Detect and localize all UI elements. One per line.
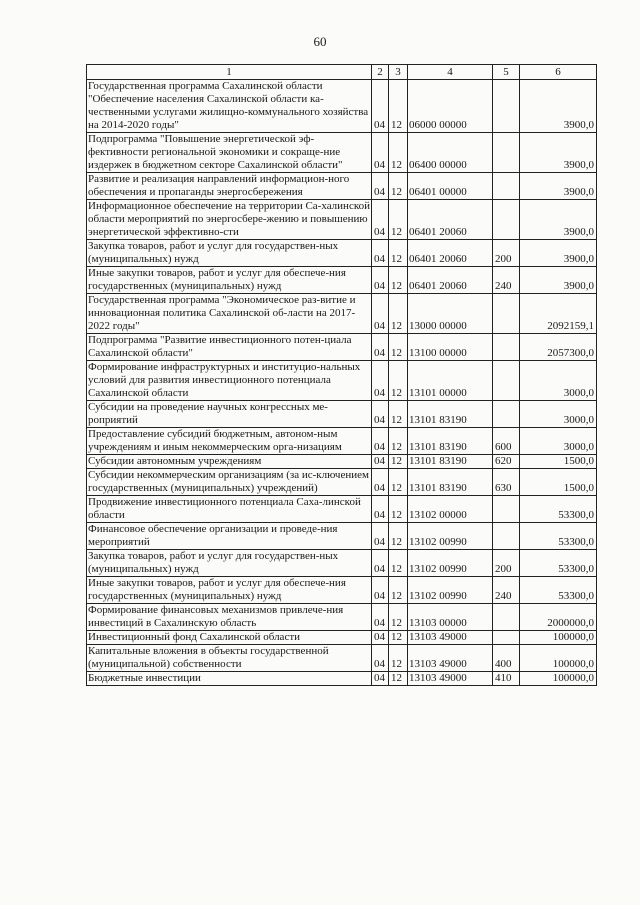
row-section-code: 12 <box>389 645 408 672</box>
row-sum: 3900,0 <box>520 80 597 133</box>
row-ministry-code: 04 <box>372 334 389 361</box>
row-section-code: 12 <box>389 173 408 200</box>
row-ministry-code: 04 <box>372 469 389 496</box>
row-expense-type: 630 <box>493 469 520 496</box>
row-section-code: 12 <box>389 334 408 361</box>
table-row <box>87 645 597 672</box>
row-section-code: 12 <box>389 496 408 523</box>
row-name: Информационное обеспечение на территории Са-халинской области мероприятий по энергосбере-жению и повышению энергетической эффективно-сти <box>88 200 370 238</box>
row-sum: 100000,0 <box>520 645 597 672</box>
row-ministry-code: 04 <box>372 401 389 428</box>
row-target-article: 13101 83190 <box>408 469 493 496</box>
row-name: Закупка товаров, работ и услуг для государствен-ных (муниципальных) нужд <box>87 550 372 577</box>
row-ministry-code: 04 <box>372 80 389 133</box>
row-section-code: 12 <box>389 200 408 240</box>
row-sum: 100000,0 <box>520 672 597 686</box>
row-expense-type <box>493 361 520 401</box>
row-sum: 53300,0 <box>520 577 597 604</box>
row-sum: 1500,0 <box>520 455 597 469</box>
row-ministry-code: 04 <box>372 550 389 577</box>
row-target-article: 13000 00000 <box>408 294 493 334</box>
row-target-article: 13103 49000 <box>408 645 493 672</box>
row-name: Капитальные вложения в объекты государственной (муниципальной) собственности <box>87 645 372 672</box>
row-expense-type <box>493 200 520 240</box>
row-section-code: 12 <box>389 469 408 496</box>
row-ministry-code: 04 <box>372 645 389 672</box>
header-cell-5: 5 <box>493 65 520 80</box>
row-name: Подпрограмма "Повышение энергетической эф-фективности региональной экономики и сокраще-ние издержек в бюджетном секторе Сахалинской области" <box>87 133 372 173</box>
row-sum: 3000,0 <box>520 401 597 428</box>
table-row <box>87 577 597 604</box>
row-section-code: 12 <box>389 672 408 686</box>
row-sum: 53300,0 <box>520 550 597 577</box>
row-target-article: 13101 83190 <box>408 428 493 455</box>
table-row <box>87 294 597 334</box>
row-expense-type <box>493 80 520 133</box>
row-target-article: 06400 00000 <box>408 133 493 173</box>
table-row <box>87 496 597 523</box>
row-name: Государственная программа Сахалинской области "Обеспечение населения Сахалинской области ка-чественными услугами жилищно-коммунального хозяйства на 2014-2020 годы" <box>87 80 372 133</box>
row-name: Предоставление субсидий бюджетным, автоном-ным учреждениям и иным некоммерческим орга-низациям <box>87 428 372 455</box>
page-number: 60 <box>313 34 327 49</box>
row-expense-type: 240 <box>493 577 520 604</box>
row-name: Подпрограмма "Развитие инвестиционного потен-циала Сахалинской области" <box>87 334 372 361</box>
row-expense-type: 410 <box>493 672 520 686</box>
budget-table <box>86 64 597 686</box>
row-section-code: 12 <box>389 523 408 550</box>
row-ministry-code: 04 <box>372 672 389 686</box>
row-ministry-code: 04 <box>372 523 389 550</box>
row-ministry-code: 04 <box>372 428 389 455</box>
row-ministry-code: 04 <box>372 173 389 200</box>
row-section-code: 12 <box>389 550 408 577</box>
row-ministry-code: 04 <box>372 496 389 523</box>
row-target-article: 13101 83190 <box>408 455 493 469</box>
row-expense-type <box>493 496 520 523</box>
table-row <box>87 267 597 294</box>
row-expense-type: 200 <box>493 550 520 577</box>
row-target-article: 06401 20060 <box>408 240 493 267</box>
row-expense-type <box>493 133 520 173</box>
row-section-code: 12 <box>389 133 408 173</box>
row-target-article: 13103 49000 <box>408 631 493 645</box>
table-row <box>87 455 597 469</box>
row-section-code: 12 <box>389 361 408 401</box>
table-body <box>87 80 597 686</box>
row-name: Иные закупки товаров, работ и услуг для обеспече-ния государственных (муниципальных) нужд <box>87 267 372 294</box>
header-cell-3: 3 <box>389 65 408 80</box>
row-name: Развитие и реализация направлений информацион-ного обеспечения и пропаганды энергосбережения <box>87 173 372 200</box>
row-ministry-code: 04 <box>372 240 389 267</box>
table-row <box>87 523 597 550</box>
table-row <box>87 469 597 496</box>
row-section-code: 12 <box>389 631 408 645</box>
table-header <box>87 65 597 80</box>
table-row <box>87 133 597 173</box>
row-sum: 100000,0 <box>520 631 597 645</box>
row-section-code: 12 <box>389 604 408 631</box>
table-row <box>87 334 597 361</box>
row-sum: 1500,0 <box>520 469 597 496</box>
row-expense-type <box>493 523 520 550</box>
row-name: Финансовое обеспечение организации и проведе-ния мероприятий <box>87 523 372 550</box>
row-expense-type <box>493 294 520 334</box>
row-section-code: 12 <box>389 80 408 133</box>
header-cell-2: 2 <box>372 65 389 80</box>
header-row <box>87 65 597 80</box>
row-section-code: 12 <box>389 294 408 334</box>
row-sum: 53300,0 <box>520 523 597 550</box>
row-section-code: 12 <box>389 401 408 428</box>
table-row <box>87 173 597 200</box>
table-row <box>87 631 597 645</box>
row-expense-type: 400 <box>493 645 520 672</box>
row-section-code: 12 <box>389 267 408 294</box>
row-expense-type <box>493 604 520 631</box>
row-name: Субсидии на проведение научных конгрессных ме-роприятий <box>87 401 372 428</box>
row-target-article: 13101 00000 <box>408 361 493 401</box>
row-sum: 2000000,0 <box>520 604 597 631</box>
row-sum: 3900,0 <box>520 200 597 240</box>
row-expense-type: 240 <box>493 267 520 294</box>
row-sum: 3000,0 <box>520 428 597 455</box>
row-expense-type <box>493 334 520 361</box>
row-name: Субсидии некоммерческим организациям (за ис-ключением государственных (муниципальных) учреждений) <box>87 469 372 496</box>
row-name: Формирование финансовых механизмов привлече-ния инвестиций в Сахалинскую область <box>87 604 372 631</box>
table-row <box>87 401 597 428</box>
row-sum: 3900,0 <box>520 173 597 200</box>
row-section-code: 12 <box>389 455 408 469</box>
row-sum: 3900,0 <box>520 133 597 173</box>
row-section-code: 12 <box>389 428 408 455</box>
row-target-article: 13102 00990 <box>408 577 493 604</box>
row-target-article: 13102 00990 <box>408 523 493 550</box>
table-row <box>87 240 597 267</box>
row-name: Бюджетные инвестиции <box>87 672 372 686</box>
row-target-article: 06401 00000 <box>408 173 493 200</box>
row-section-code: 12 <box>389 240 408 267</box>
row-target-article: 06401 20060 <box>408 267 493 294</box>
table-row <box>87 200 597 240</box>
row-expense-type: 200 <box>493 240 520 267</box>
row-sum: 3900,0 <box>520 240 597 267</box>
header-cell-1: 1 <box>87 65 372 80</box>
table-row <box>87 428 597 455</box>
row-name: Формирование инфраструктурных и институцио-нальных условий для развития инвестиционного потенциала Сахалинской области <box>87 361 372 401</box>
row-ministry-code: 04 <box>372 604 389 631</box>
row-ministry-code: 04 <box>372 361 389 401</box>
row-expense-type <box>493 401 520 428</box>
row-name: Инвестиционный фонд Сахалинской области <box>87 631 372 645</box>
row-target-article: 13103 00000 <box>408 604 493 631</box>
row-section-code: 12 <box>389 577 408 604</box>
row-target-article: 13102 00000 <box>408 496 493 523</box>
row-expense-type: 600 <box>493 428 520 455</box>
row-name: Государственная программа "Экономическое раз-витие и инновационная политика Сахалинской об-ласти на 2017-2022 годы" <box>87 294 372 334</box>
row-name: Закупка товаров, работ и услуг для государствен-ных (муниципальных) нужд <box>87 240 372 267</box>
row-target-article: 06401 20060 <box>408 200 493 240</box>
header-cell-6: 6 <box>520 65 597 80</box>
row-expense-type <box>493 173 520 200</box>
row-sum: 53300,0 <box>520 496 597 523</box>
row-target-article: 13101 83190 <box>408 401 493 428</box>
row-sum: 3900,0 <box>520 267 597 294</box>
row-ministry-code: 04 <box>372 631 389 645</box>
table-row <box>87 604 597 631</box>
row-ministry-code: 04 <box>372 200 389 240</box>
row-ministry-code: 04 <box>372 455 389 469</box>
header-cell-4: 4 <box>408 65 493 80</box>
table-row <box>87 361 597 401</box>
row-ministry-code: 04 <box>372 577 389 604</box>
row-name: Иные закупки товаров, работ и услуг для обеспече-ния государственных (муниципальных) нужд <box>87 577 372 604</box>
row-sum: 3000,0 <box>520 361 597 401</box>
row-expense-type <box>493 631 520 645</box>
row-name: Продвижение инвестиционного потенциала Саха-линской области <box>87 496 372 523</box>
row-target-article: 13100 00000 <box>408 334 493 361</box>
row-target-article: 13102 00990 <box>408 550 493 577</box>
table-row <box>87 550 597 577</box>
row-sum: 2057300,0 <box>520 334 597 361</box>
row-target-article: 13103 49000 <box>408 672 493 686</box>
row-target-article: 06000 00000 <box>408 80 493 133</box>
row-name: Субсидии автономным учреждениям <box>87 455 372 469</box>
table-row <box>87 672 597 686</box>
row-sum: 2092159,1 <box>520 294 597 334</box>
row-ministry-code: 04 <box>372 133 389 173</box>
row-ministry-code: 04 <box>372 294 389 334</box>
row-ministry-code: 04 <box>372 267 389 294</box>
table-row <box>87 80 597 133</box>
row-expense-type: 620 <box>493 455 520 469</box>
